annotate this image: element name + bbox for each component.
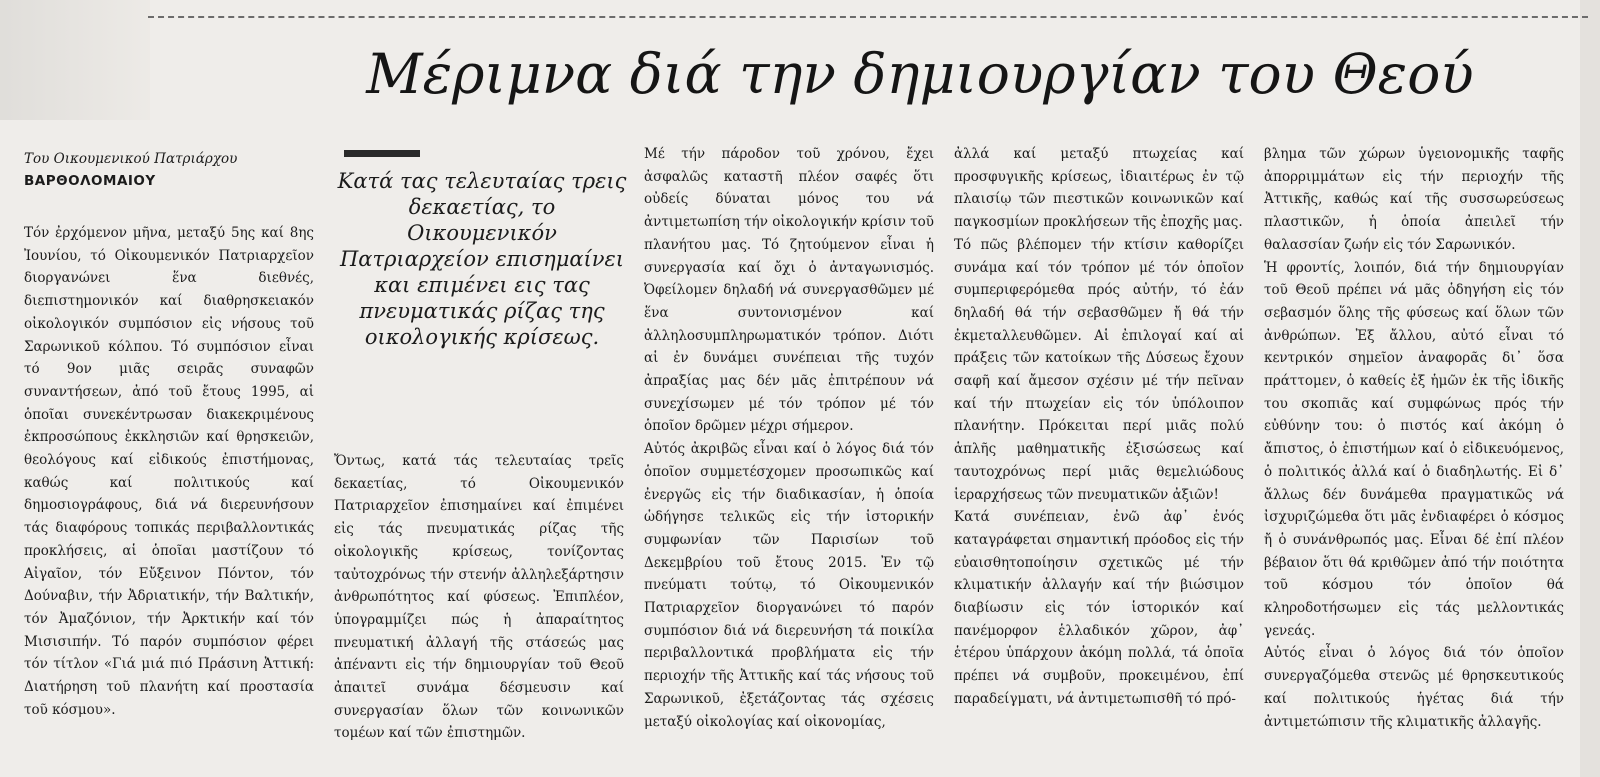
paragraph: Ὄντως, κατά τάς τελευταίας τρεῖς δεκαετίας, τό Οἰκουμενικόν Πατριαρχεῖον ἐπισημαίνει καί ἐπιμένει εἰς τάς πνευματικάς ρίζας τῆς οἰκολογικῆς κρίσεως, τονίζοντας ταὐτοχρόνως τήν στενήν ἀλληλεξάρτησιν ἀνθρωπότητος καί φύσεως. Ἐπιπλέον, ὑπογραμμίζει πώς ἡ ἀπαραίτητος πνευματική ἀλλαγή τῆς στάσεώς μας ἀπέναντι εἰς τήν δημιουργίαν τοῦ Θεοῦ ἀπαιτεῖ συνάμα δέσμευσιν καί συνεργασίαν ὅλων τῶν κοινωνικῶν τομέων καί τῶν ἐπιστημῶν. [334, 453, 624, 742]
paragraph: Τό πῶς βλέπομεν τήν κτίσιν καθορίζει συνάμα καί τόν τρόπον μέ τόν ὁποῖον συμπεριφερόμεθα πρός αὐτήν, τό ἐάν δηλαδή θά τήν σεβασθῶμεν ἤ θά τήν ἐκμεταλλευθῶμεν. Αἱ ἐπιλογαί καί αἱ πράξεις τῶν κατοίκων τῆς Δύσεως ἔχουν σαφῆ καί ἄμεσον σχέσιν μέ τήν πεῖναν καί τήν πτωχείαν εἰς τόν ὑπόλοιπον πλανήτην. Πρόκειται περί μιᾶς πολύ ἁπλῆς μαθηματικῆς ἐξισώσεως καί ταυτοχρόνως περί μιᾶς θεμελιώδους ἱεραρχήσεως τῶν πνευματικῶν ἀξιῶν! [954, 236, 1244, 503]
dashed-separator [148, 16, 1588, 18]
adjacent-article-edge-right [1580, 0, 1600, 777]
paragraph: Αὐτός εἶναι ὁ λόγος διά τόν ὁποῖον συνεργαζόμεθα στενῶς μέ θρησκευτικούς καί πολιτικούς ἡγέτας διά τήν ἀντιμετώπισιν τῆς κλιματικῆς ἀλλαγῆς. [1264, 645, 1564, 730]
pull-quote: Κατά τας τελευταίας τρεις δεκαετίας, το Οικουμενικόν Πατριαρχείον επισημαίνει και επιμένει εις τας πνευματικάς ρίζας της οικολογικής κρίσεως. [337, 169, 627, 349]
article-column-1 [24, 222, 314, 721]
paragraph: Ἡ φροντίς, λοιπόν, διά τήν δημιουργίαν τοῦ Θεοῦ πρέπει νά μᾶς ὁδηγήση εἰς τόν σεβασμόν ὅλης τῆς φύσεως καί ὅλων τῶν ἀνθρώπων. Ἐξ ἄλλου, αὐτό εἶναι τό κεντρικόν σημεῖον ἀναφορᾶς δι᾽ ὅσα πράττομεν, ὁ καθείς ἐξ ἡμῶν ἐκ τῆς ἰδικῆς του σκοπιᾶς καί συμφώνως πρός τήν εὐθύνην του: ὁ πιστός καί ἀκόμη ὁ ἄπιστος, ὁ ἐπιστήμων καί ὁ εἰδικευόμενος, ὁ πολιτικός ἀλλά καί ὁ διαδηλωτής. Εἰ δ᾽ ἄλλως δέν δυνάμεθα πραγματικῶς νά ἰσχυριζώμεθα ὅτι μᾶς ἐνδιαφέρει ὁ κόσμος ἤ ὁ συνάνθρωπός μας. Εἶναι δέ ἐπί πλέον βέβαιον ὅτι θά κριθῶμεν ἀπό τήν ποιότητα τοῦ κόσμου τόν ὁποῖον θά κληροδοτήσωμεν εἰς τάς μελλοντικάς γενεάς. [1264, 259, 1564, 639]
paragraph: Τόν ἐρχόμενον μῆνα, μεταξύ 5ης καί 8ης Ἰουνίου, τό Οἰκουμενικόν Πατριαρχεῖον διοργανώνει ἕνα διεθνές, διεπιστημονικόν καί διαθρησκειακόν οἰκολογικόν συμπόσιον εἰς νήσους τοῦ Σαρωνικοῦ κόλπου. Τό συμπόσιον εἶναι τό 9ον μιᾶς σειρᾶς συναφῶν συναντήσεων, ἀπό τοῦ ἔτους 1995, αἱ ὁποῖαι συνεκέντρωσαν διακεκριμένους ἐκπροσώπους ἐκκλησιῶν καί θρησκειῶν, θεολόγους καί εἰδικούς ἐπιστήμονας, καθώς καί πολιτικούς καί δημοσιογράφους, διά νά διερευνήσουν τάς διαφόρους τοπικάς περιβαλλοντικάς προκλήσεις, αἱ ὁποῖαι μαστίζουν τό Αἰγαῖον, τόν Εὔξεινον Πόντον, τόν Δούναβιν, τήν Ἀδριατικήν, τήν Βαλτικήν, τόν Ἀμαζόνιον, τήν Ἀρκτικήν καί τόν Μισισιπήν. Τό παρόν συμπόσιον φέρει τόν τίτλον «Γιά μιά πιό Πράσινη Ἀττική: Διατήρηση τοῦ πλανήτη καί προστασία τοῦ κόσμου». [24, 225, 314, 718]
article-column-4 [954, 143, 1244, 711]
article-column-2 [334, 450, 624, 745]
article-column-3 [644, 143, 934, 733]
headline: Μέριμνα διά την δημιουργίαν του Θεού [366, 42, 1474, 106]
paragraph: βλημα τῶν χώρων ὑγειονομικῆς ταφῆς ἀπορριμμάτων εἰς τήν περιοχήν τῆς Ἀττικῆς, καθώς καί τῆς συσσωρεύσεως πλαστικῶν, ἡ ὁποία ἀπειλεῖ τήν θαλασσίαν ζωήν εἰς τόν Σαρωνικόν. [1264, 146, 1564, 253]
paragraph: Μέ τήν πάροδον τοῦ χρόνου, ἔχει ἀσφαλῶς καταστῆ πλέον σαφές ὅτι οὐδείς δύναται μόνος του νά ἀντιμετωπίση τήν οἰκολογικήν κρίσιν τοῦ πλανήτου μας. Τό ζητούμενον εἶναι ἡ συνεργασία καί ὄχι ὁ ἀνταγωνισμός. Ὀφείλομεν δηλαδή νά συνεργασθῶμεν μέ ἕνα συντονισμένον καί ἀλληλοσυμπληρωματικόν τρόπον. Διότι αἱ ἐν δυνάμει συνέπειαι τῆς τυχόν ἀπραξίας μας δέν μᾶς ἐπιτρέπουν νά συνεχίσωμεν μέ τόν τρόπον μέ τόν ὁποῖον δρῶμεν μέχρι σήμερον. [644, 146, 934, 435]
byline-role: Του Οικουμενικού Πατριάρχου [24, 151, 238, 167]
paragraph: Κατά συνέπειαν, ἐνῶ ἀφ᾽ ἑνός καταγράφεται σημαντική πρόοδος εἰς τήν εὐαισθητοποίησιν σχετικῶς μέ τήν κλιματικήν ἀλλαγήν καί τήν βιώσιμον διαβίωσιν εἰς τόν ἱστορικόν καί πανέμορφον ἑλλαδικόν χῶρον, ἀφ᾽ ἑτέρου ὑπάρχουν ἀκόμη πολλά, τά ὁποῖα πρέπει νά συμβοῦν, προκειμένου, ἐπί παραδείγματι, νά ἀντιμετωπισθῆ τό πρό- [954, 509, 1244, 707]
paragraph: ἀλλά καί μεταξύ πτωχείας καί προσφυγικῆς κρίσεως, ἰδιαιτέρως ἐν τῷ πλαισίῳ τῶν πιεστικῶν κοινωνικῶν καί παγκοσμίων προκλήσεων τῆς ἐποχῆς μας. [954, 146, 1244, 231]
adjacent-article-edge [0, 0, 150, 120]
pull-quote-rule [344, 150, 420, 157]
article-column-5 [1264, 143, 1564, 733]
paragraph: Αὐτός ἀκριβῶς εἶναι καί ὁ λόγος διά τόν ὁποῖον συμμετέσχομεν προσωπικῶς καί ἐνεργῶς εἰς τήν διαδικασίαν, ἡ ὁποία ὡδήγησε τελικῶς εἰς τήν ἱστορικήν συμφωνίαν τῶν Παρισίων τοῦ Δεκεμβρίου τοῦ ἔτους 2015. Ἐν τῷ πνεύματι τούτῳ, τό Οἰκουμενικόν Πατριαρχεῖον διοργανώνει τό παρόν συμπόσιον διά νά διερευνήση τά ποικίλα περιβαλλοντικά προβλήματα εἰς τήν περιοχήν τῆς Ἀττικῆς καί τάς νήσους τοῦ Σαρωνικοῦ, ἐξετάζοντας τάς σχέσεις μεταξύ οἰκολογίας καί οἰκονομίας, [644, 441, 934, 730]
byline-name: ΒΑΡΘΟΛΟΜΑΙΟΥ [24, 173, 156, 189]
